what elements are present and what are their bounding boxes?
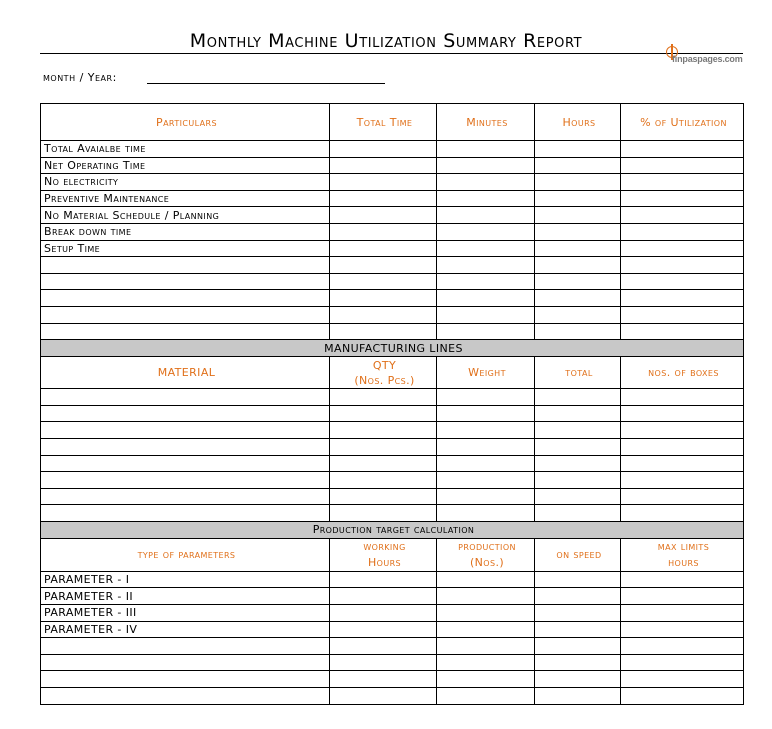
row-label-cell <box>41 323 330 340</box>
header-hours: Hours <box>535 104 621 141</box>
entry-cell[interactable] <box>330 422 437 439</box>
month-year-field[interactable] <box>147 83 385 84</box>
header-utilization-percent: % of Utilization <box>621 104 744 141</box>
entry-cell[interactable] <box>437 405 535 422</box>
entry-cell[interactable] <box>330 438 437 455</box>
entry-cell[interactable] <box>621 621 744 638</box>
entry-cell[interactable] <box>621 389 744 406</box>
row-label-cell <box>41 688 330 705</box>
header-particulars: Particulars <box>41 104 330 141</box>
row-label-cell: Setup Time <box>41 240 330 257</box>
header-minutes: Minutes <box>437 104 535 141</box>
row-label-cell: No Material Schedule / Planning <box>41 207 330 224</box>
row-label-cell: PARAMETER - IV <box>41 621 330 638</box>
entry-cell[interactable] <box>330 323 437 340</box>
entry-cell[interactable] <box>437 389 535 406</box>
row-label-cell <box>41 638 330 655</box>
header-max-limits <box>621 538 744 571</box>
material-row <box>41 505 744 522</box>
row-label-cell <box>41 290 330 307</box>
entry-cell[interactable] <box>535 688 621 705</box>
entry-cell[interactable] <box>535 273 621 290</box>
entry-cell[interactable] <box>330 455 437 472</box>
entry-cell[interactable] <box>437 605 535 622</box>
entry-cell[interactable] <box>621 488 744 505</box>
material-row <box>41 455 744 472</box>
entry-cell[interactable] <box>330 472 437 489</box>
entry-cell[interactable] <box>437 505 535 522</box>
entry-cell[interactable] <box>330 505 437 522</box>
utilization-row <box>41 240 744 257</box>
entry-cell[interactable] <box>437 654 535 671</box>
entry-cell[interactable] <box>330 621 437 638</box>
entry-cell[interactable] <box>437 671 535 688</box>
entry-cell[interactable] <box>330 671 437 688</box>
parameter-row <box>41 688 744 705</box>
parameter-row <box>41 588 744 605</box>
entry-cell[interactable] <box>437 257 535 274</box>
entry-cell[interactable] <box>621 605 744 622</box>
entry-cell[interactable] <box>535 505 621 522</box>
header-total-time: Total Time <box>330 104 437 141</box>
entry-cell[interactable] <box>621 588 744 605</box>
entry-cell[interactable] <box>330 290 437 307</box>
parameter-row <box>41 638 744 655</box>
utilization-section <box>41 104 744 340</box>
parameter-row <box>41 571 744 588</box>
header-production-line2: (Nos.) <box>469 555 505 569</box>
production-section <box>41 521 744 704</box>
entry-cell[interactable] <box>535 405 621 422</box>
row-label-cell <box>41 257 330 274</box>
row-label-cell <box>41 455 330 472</box>
logo-text: finpaspages.com <box>672 54 743 64</box>
entry-cell[interactable] <box>535 488 621 505</box>
entry-cell[interactable] <box>330 141 437 158</box>
header-weight: Weight <box>437 357 535 389</box>
entry-cell[interactable] <box>535 306 621 323</box>
entry-cell[interactable] <box>621 505 744 522</box>
row-label-cell <box>41 422 330 439</box>
entry-cell[interactable] <box>621 306 744 323</box>
entry-cell[interactable] <box>330 207 437 224</box>
entry-cell[interactable] <box>437 223 535 240</box>
material-row <box>41 405 744 422</box>
entry-cell[interactable] <box>437 488 535 505</box>
utilization-row <box>41 190 744 207</box>
header-production-line1: production <box>458 539 516 553</box>
utilization-row <box>41 207 744 224</box>
entry-cell[interactable] <box>535 638 621 655</box>
entry-cell[interactable] <box>437 455 535 472</box>
row-label-cell <box>41 438 330 455</box>
entry-cell[interactable] <box>437 190 535 207</box>
entry-cell[interactable] <box>621 323 744 340</box>
row-label-cell <box>41 472 330 489</box>
entry-cell[interactable] <box>330 190 437 207</box>
parameter-row <box>41 605 744 622</box>
utilization-row <box>41 290 744 307</box>
entry-cell[interactable] <box>437 174 535 191</box>
entry-cell[interactable] <box>621 174 744 191</box>
entry-cell[interactable] <box>621 240 744 257</box>
entry-cell[interactable] <box>621 455 744 472</box>
utilization-row <box>41 257 744 274</box>
manufacturing-band-label: MANUFACTURING LINES <box>41 340 744 357</box>
manufacturing-section <box>41 340 744 522</box>
entry-cell[interactable] <box>621 257 744 274</box>
entry-cell[interactable] <box>621 290 744 307</box>
utilization-row <box>41 141 744 158</box>
row-label-cell: PARAMETER - III <box>41 605 330 622</box>
entry-cell[interactable] <box>535 605 621 622</box>
entry-cell[interactable] <box>330 654 437 671</box>
entry-cell[interactable] <box>437 290 535 307</box>
report-table <box>40 103 744 705</box>
entry-cell[interactable] <box>330 306 437 323</box>
row-label-cell <box>41 273 330 290</box>
entry-cell[interactable] <box>330 240 437 257</box>
material-row <box>41 389 744 406</box>
entry-cell[interactable] <box>437 157 535 174</box>
entry-cell[interactable] <box>330 588 437 605</box>
header-qty-line2: (Nos. Pcs.) <box>354 373 415 387</box>
entry-cell[interactable] <box>437 438 535 455</box>
entry-cell[interactable] <box>621 438 744 455</box>
entry-cell[interactable] <box>437 273 535 290</box>
header-working-hours <box>330 538 437 571</box>
entry-cell[interactable] <box>437 306 535 323</box>
entry-cell[interactable] <box>621 671 744 688</box>
entry-cell[interactable] <box>330 638 437 655</box>
entry-cell[interactable] <box>621 223 744 240</box>
entry-cell[interactable] <box>437 323 535 340</box>
entry-cell[interactable] <box>621 688 744 705</box>
parameter-row <box>41 654 744 671</box>
entry-cell[interactable] <box>621 638 744 655</box>
entry-cell[interactable] <box>535 323 621 340</box>
entry-cell[interactable] <box>535 438 621 455</box>
utilization-row <box>41 306 744 323</box>
entry-cell[interactable] <box>535 671 621 688</box>
utilization-row <box>41 273 744 290</box>
entry-cell[interactable] <box>535 190 621 207</box>
entry-cell[interactable] <box>535 223 621 240</box>
row-label-cell: Break down time <box>41 223 330 240</box>
header-boxes: nos. of boxes <box>621 357 744 389</box>
entry-cell[interactable] <box>437 141 535 158</box>
entry-cell[interactable] <box>535 257 621 274</box>
material-row <box>41 438 744 455</box>
row-label-cell <box>41 405 330 422</box>
utilization-row <box>41 157 744 174</box>
manufacturing-band <box>41 340 744 357</box>
entry-cell[interactable] <box>621 273 744 290</box>
utilization-row <box>41 223 744 240</box>
material-row <box>41 488 744 505</box>
entry-cell[interactable] <box>621 472 744 489</box>
entry-cell[interactable] <box>330 257 437 274</box>
entry-cell[interactable] <box>330 571 437 588</box>
header-working-line2: Hours <box>367 555 402 569</box>
entry-cell[interactable] <box>621 190 744 207</box>
parameter-row <box>41 671 744 688</box>
material-row <box>41 422 744 439</box>
entry-cell[interactable] <box>535 654 621 671</box>
entry-cell[interactable] <box>330 389 437 406</box>
entry-cell[interactable] <box>621 422 744 439</box>
entry-cell[interactable] <box>535 455 621 472</box>
header-max-limits-line2: hours <box>668 555 699 569</box>
row-label-cell <box>41 389 330 406</box>
production-band <box>41 521 744 538</box>
entry-cell[interactable] <box>535 141 621 158</box>
entry-cell[interactable] <box>535 174 621 191</box>
header-material: MATERIAL <box>41 357 330 389</box>
row-label-cell: Net Operating Time <box>41 157 330 174</box>
entry-cell[interactable] <box>437 207 535 224</box>
row-label-cell <box>41 654 330 671</box>
entry-cell[interactable] <box>437 588 535 605</box>
header-max-limits-line1: max limits <box>657 539 710 553</box>
entry-cell[interactable] <box>621 405 744 422</box>
utilization-row <box>41 323 744 340</box>
row-label-cell: Preventive Maintenance <box>41 190 330 207</box>
header-qty <box>330 357 437 389</box>
entry-cell[interactable] <box>621 654 744 671</box>
entry-cell[interactable] <box>437 472 535 489</box>
row-label-cell <box>41 671 330 688</box>
entry-cell[interactable] <box>437 621 535 638</box>
entry-cell[interactable] <box>330 688 437 705</box>
row-label-cell <box>41 306 330 323</box>
row-label-cell: PARAMETER - II <box>41 588 330 605</box>
entry-cell[interactable] <box>535 240 621 257</box>
report-title: Monthly Machine Utilization Summary Report <box>189 30 583 52</box>
entry-cell[interactable] <box>535 621 621 638</box>
row-label-cell: Total Avaialbe time <box>41 141 330 158</box>
parameter-row <box>41 621 744 638</box>
entry-cell[interactable] <box>535 571 621 588</box>
material-row <box>41 472 744 489</box>
entry-cell[interactable] <box>437 422 535 439</box>
entry-cell[interactable] <box>621 571 744 588</box>
entry-cell[interactable] <box>535 472 621 489</box>
header-qty-line1: QTY <box>372 358 397 372</box>
entry-cell[interactable] <box>535 588 621 605</box>
production-band-label: Production target calculation <box>41 521 744 538</box>
month-year-label: month / Year: <box>43 71 117 84</box>
row-label-cell <box>41 505 330 522</box>
entry-cell[interactable] <box>330 605 437 622</box>
entry-cell[interactable] <box>437 571 535 588</box>
header-on-speed: on speed <box>535 538 621 571</box>
header-working-line1: working <box>363 539 406 553</box>
header-production <box>437 538 535 571</box>
entry-cell[interactable] <box>330 405 437 422</box>
header-total: total <box>535 357 621 389</box>
manufacturing-header-row <box>41 357 744 389</box>
entry-cell[interactable] <box>621 141 744 158</box>
entry-cell[interactable] <box>621 207 744 224</box>
entry-cell[interactable] <box>535 290 621 307</box>
title-underline <box>40 53 743 54</box>
row-label-cell <box>41 488 330 505</box>
entry-cell[interactable] <box>535 207 621 224</box>
entry-cell[interactable] <box>621 157 744 174</box>
entry-cell[interactable] <box>330 273 437 290</box>
entry-cell[interactable] <box>437 688 535 705</box>
entry-cell[interactable] <box>535 389 621 406</box>
entry-cell[interactable] <box>330 223 437 240</box>
row-label-cell: No electricity <box>41 174 330 191</box>
entry-cell[interactable] <box>330 174 437 191</box>
entry-cell[interactable] <box>535 157 621 174</box>
utilization-row <box>41 174 744 191</box>
production-header-row <box>41 538 744 571</box>
entry-cell[interactable] <box>330 488 437 505</box>
entry-cell[interactable] <box>437 638 535 655</box>
entry-cell[interactable] <box>437 240 535 257</box>
header-parameter-type: type of parameters <box>41 538 330 571</box>
row-label-cell: PARAMETER - I <box>41 571 330 588</box>
utilization-header-row <box>41 104 744 141</box>
entry-cell[interactable] <box>535 422 621 439</box>
entry-cell[interactable] <box>330 157 437 174</box>
